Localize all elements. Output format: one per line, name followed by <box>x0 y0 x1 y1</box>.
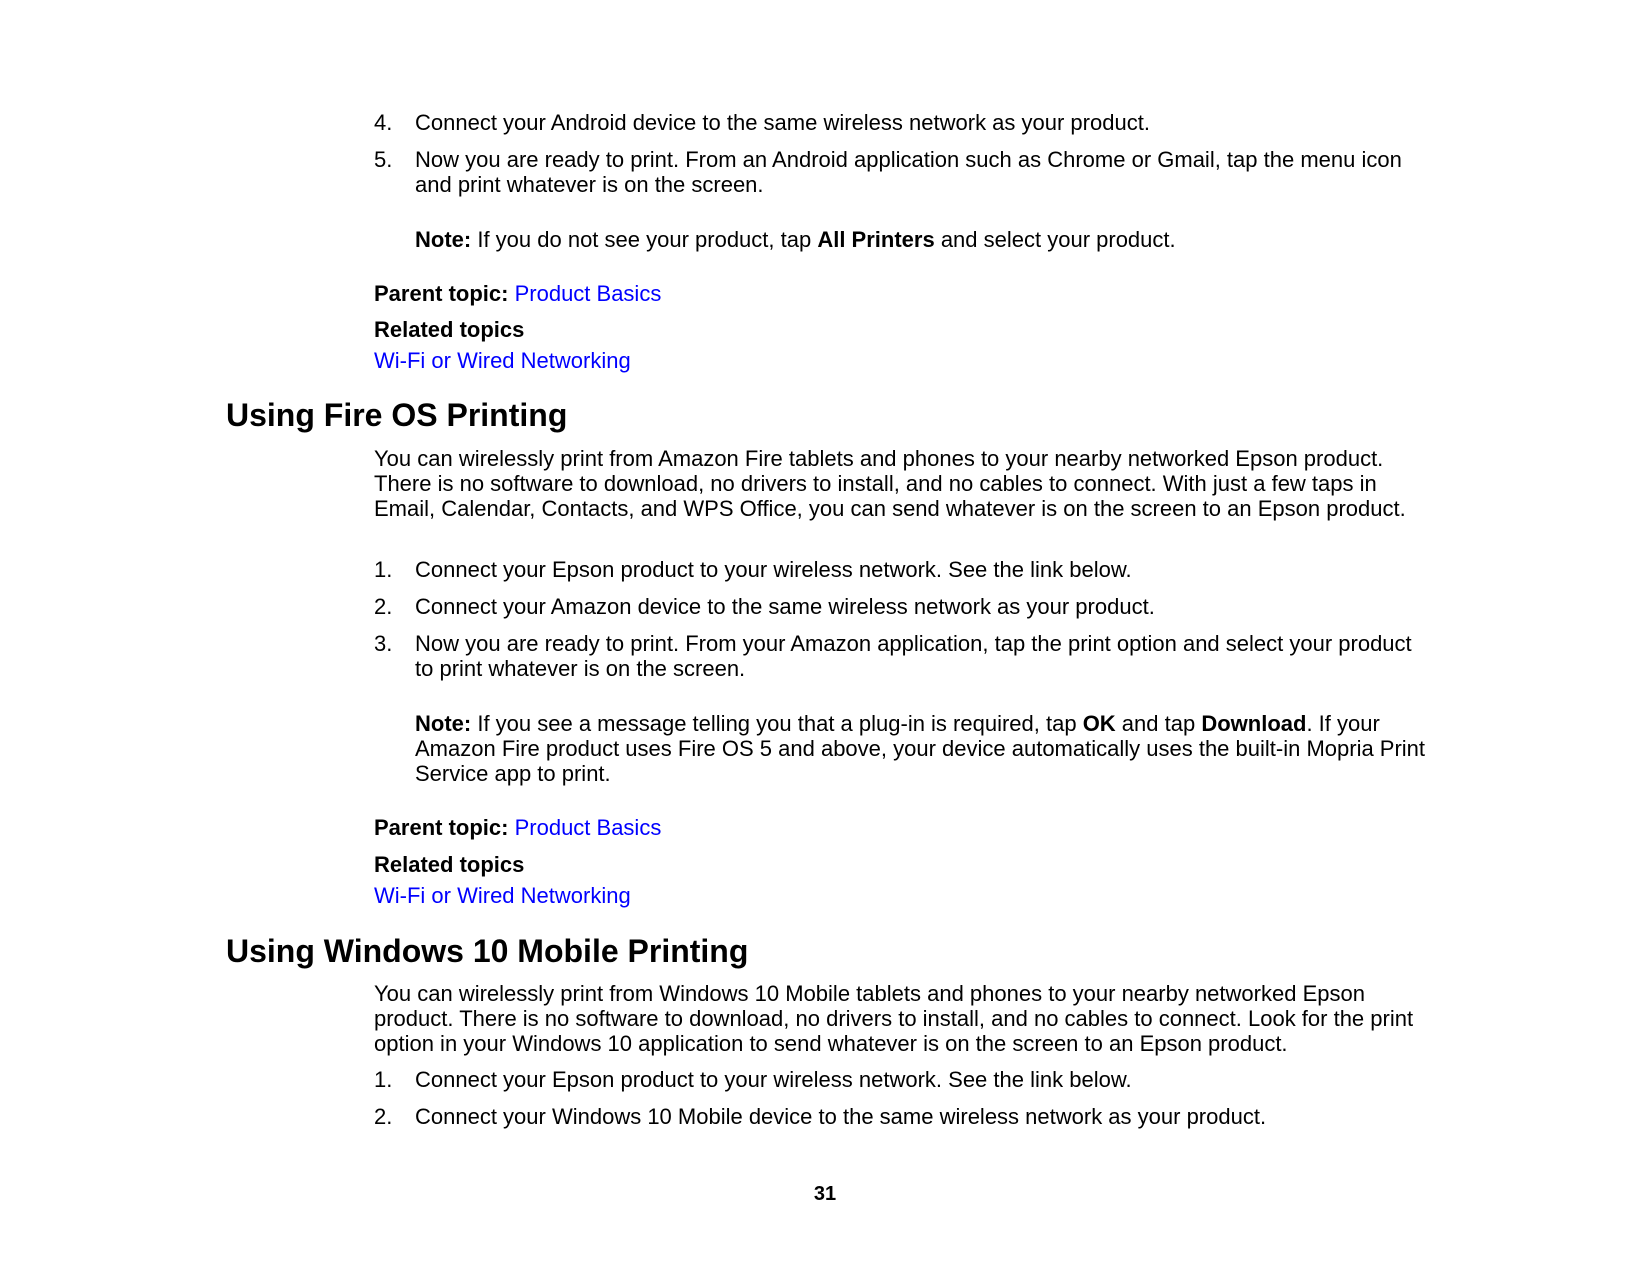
parent-topic-link[interactable]: Product Basics <box>514 281 662 306</box>
parent-topic <box>374 815 1434 840</box>
parent-topic <box>374 281 1434 306</box>
parent-topic-label: Parent topic: <box>374 281 509 306</box>
step-number: 4. <box>374 110 393 135</box>
step-text: Connect your Android device to the same wireless network as your product. <box>415 110 1150 135</box>
related-topic-link-wifi[interactable]: Wi-Fi or Wired Networking <box>374 348 631 373</box>
note-bold-ok: OK <box>1082 711 1116 736</box>
related-topics-list <box>374 883 1434 908</box>
related-topics-list <box>374 348 1434 373</box>
step-number: 1. <box>374 557 393 582</box>
note <box>415 227 1435 252</box>
step-number: 2. <box>374 1104 393 1129</box>
note-text: and tap <box>1115 711 1202 736</box>
step-text: Connect your Epson product to your wireless network. See the link below. <box>415 557 1132 582</box>
note-bold-term: All Printers <box>817 227 935 252</box>
step-text: Connect your Windows 10 Mobile device to the same wireless network as your product. <box>415 1104 1267 1129</box>
note-label: Note: <box>415 711 472 736</box>
step-number: 2. <box>374 594 393 619</box>
related-topic-link-wifi[interactable]: Wi-Fi or Wired Networking <box>374 883 631 908</box>
section-intro: You can wirelessly print from Amazon Fire tablets and phones to your nearby networked Epson product. There is no software to download, no drivers to install, and no cables to connect. With just a few taps in Email, Calendar, Contacts, and WPS Office, you can send whatever is on the screen to an Epson product. <box>374 446 1406 521</box>
related-topics-label: Related topics <box>374 852 525 877</box>
step-text: Connect your Amazon device to the same wireless network as your product. <box>415 594 1155 619</box>
parent-topic-label: Parent topic: <box>374 815 509 840</box>
section-heading-fire-os: Using Fire OS Printing <box>226 397 568 433</box>
step-number: 3. <box>374 631 393 656</box>
section-intro: You can wirelessly print from Windows 10 Mobile tablets and phones to your nearby networked Epson product. There is no software to download, no drivers to install, and no cables to connect. Look for the print option in your Windows 10 application to send whatever is on the screen to an Epson product. <box>374 981 1414 1056</box>
note-label: Note: <box>415 227 472 252</box>
note-text: . If your Amazon Fire product uses Fire OS 5 and above, your device automatically uses the built-in Mopria Print Service app to print. <box>415 711 1426 786</box>
note-text: If you see a message telling you that a plug-in is required, tap <box>471 711 1083 736</box>
note-text: and select your product. <box>934 227 1176 252</box>
note-bold-download: Download <box>1201 711 1307 736</box>
step-number: 5. <box>374 147 393 172</box>
section-heading-windows-10-mobile: Using Windows 10 Mobile Printing <box>226 933 749 969</box>
step-text: Now you are ready to print. From your Amazon application, tap the print option and select your product to print whatever is on the screen. <box>415 631 1412 681</box>
page-number: 31 <box>813 1183 837 1205</box>
step-text: Now you are ready to print. From an Android application such as Chrome or Gmail, tap the menu icon and print whatever is on the screen. <box>415 147 1402 197</box>
note <box>415 711 1435 786</box>
related-topics-label: Related topics <box>374 317 525 342</box>
note-text: If you do not see your product, tap <box>471 227 818 252</box>
parent-topic-link[interactable]: Product Basics <box>514 815 662 840</box>
step-number: 1. <box>374 1067 393 1092</box>
step-text: Connect your Epson product to your wireless network. See the link below. <box>415 1067 1132 1092</box>
